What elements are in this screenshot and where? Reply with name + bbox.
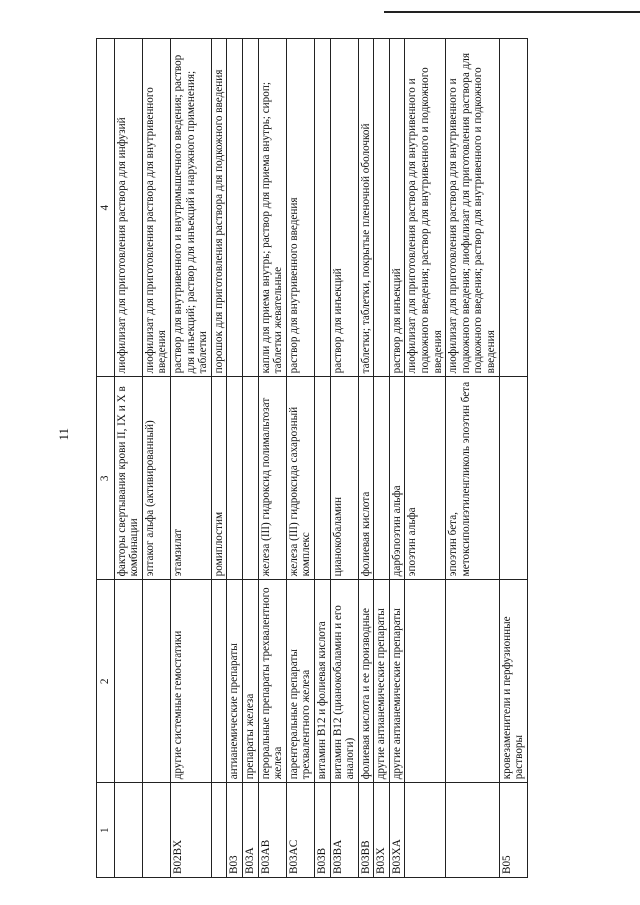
drug-name-cell: эптаког альфа (активированный) <box>142 377 170 580</box>
group-name-cell: кровезаменители и перфузионные растворы <box>499 580 527 783</box>
dosage-form-cell: капли для приема внутрь; раствор для приема внутрь; сироп; таблетки жевательные <box>258 39 286 377</box>
header-col-3: 3 <box>97 377 115 580</box>
dosage-form-cell <box>374 39 390 377</box>
table-row <box>499 39 527 878</box>
atc-code-cell <box>142 783 170 878</box>
group-name-cell: антианемические препараты <box>227 580 243 783</box>
page-number: 11 <box>56 428 71 441</box>
table-row <box>142 39 170 878</box>
drug-name-cell: этамзилат <box>170 377 211 580</box>
dosage-form-cell <box>314 39 330 377</box>
group-name-cell <box>114 580 142 783</box>
drug-table <box>96 38 528 878</box>
group-name-cell: другие системные гемостатики <box>170 580 211 783</box>
table-row <box>170 39 211 878</box>
dosage-form-cell: раствор для внутривенного и внутримышечного введения; раствор для инъекций; раствор для инъекций и наружного применения; таблетки <box>170 39 211 377</box>
header-col-2: 2 <box>97 580 115 783</box>
dosage-form-cell: раствор для инъекций <box>330 39 358 377</box>
table-row <box>286 39 314 878</box>
atc-code-cell <box>114 783 142 878</box>
table-row <box>258 39 286 878</box>
rotated-page <box>96 38 586 878</box>
table-row <box>389 39 405 878</box>
group-name-cell: витамин B12 (цианокобаламин и его аналоги) <box>330 580 358 783</box>
group-name-cell <box>405 580 446 783</box>
dosage-form-cell <box>242 39 258 377</box>
dosage-form-cell: порошок для приготовления раствора для подкожного введения <box>211 39 227 377</box>
top-rule <box>384 11 640 13</box>
table-row <box>227 39 243 878</box>
atc-code-cell: B02BX <box>170 783 211 878</box>
drug-name-cell <box>374 377 390 580</box>
group-name-cell: другие антианемические препараты <box>389 580 405 783</box>
group-name-cell: другие антианемические препараты <box>374 580 390 783</box>
atc-code-cell: B03 <box>227 783 243 878</box>
group-name-cell: препараты железа <box>242 580 258 783</box>
table-row <box>405 39 446 878</box>
atc-code-cell: B03BB <box>358 783 374 878</box>
atc-code-cell: B03XA <box>389 783 405 878</box>
group-name-cell <box>446 580 499 783</box>
table-body <box>114 39 527 878</box>
dosage-form-cell <box>499 39 527 377</box>
header-col-1: 1 <box>97 783 115 878</box>
atc-code-cell: B03B <box>314 783 330 878</box>
table-row <box>114 39 142 878</box>
drug-name-cell: фолиевая кислота <box>358 377 374 580</box>
table-row <box>446 39 499 878</box>
group-name-cell: пероральные препараты трехвалентного железа <box>258 580 286 783</box>
dosage-form-cell: раствор для инъекций <box>389 39 405 377</box>
header-col-4: 4 <box>97 39 115 377</box>
dosage-form-cell: лиофилизат для приготовления раствора для инфузий <box>114 39 142 377</box>
group-name-cell: витамин B12 и фолиевая кислота <box>314 580 330 783</box>
drug-name-cell: факторы свертывания крови II, IX и X в комбинации <box>114 377 142 580</box>
dosage-form-cell: лиофилизат для приготовления раствора для внутривенного и подкожного введения; лиофилизат для приготовления раствора для подкожного введения; раствор для внутривенного и подкожного введения <box>446 39 499 377</box>
atc-code-cell: B03A <box>242 783 258 878</box>
drug-name-cell <box>499 377 527 580</box>
group-name-cell: парентеральные препараты трехвалентного железа <box>286 580 314 783</box>
drug-name-cell: эпоэтин альфа <box>405 377 446 580</box>
atc-code-cell <box>405 783 446 878</box>
drug-name-cell: эпоэтин бета, метоксиполиэтиленгликоль эпоэтин бета <box>446 377 499 580</box>
drug-name-cell <box>227 377 243 580</box>
atc-code-cell: B03AC <box>286 783 314 878</box>
drug-name-cell: ромиплостим <box>211 377 227 580</box>
table-row <box>358 39 374 878</box>
drug-name-cell <box>242 377 258 580</box>
atc-code-cell: B03BA <box>330 783 358 878</box>
table-header-row <box>97 39 115 878</box>
drug-name-cell <box>314 377 330 580</box>
dosage-form-cell <box>227 39 243 377</box>
drug-name-cell: дарбэпоэтин альфа <box>389 377 405 580</box>
dosage-form-cell: лиофилизат для приготовления раствора для внутривенного введения <box>142 39 170 377</box>
atc-code-cell: B03X <box>374 783 390 878</box>
atc-code-cell: B03AB <box>258 783 286 878</box>
atc-code-cell <box>446 783 499 878</box>
drug-name-cell: железа (III) гидроксид полимальтозат <box>258 377 286 580</box>
table-row <box>242 39 258 878</box>
group-name-cell <box>211 580 227 783</box>
group-name-cell: фолиевая кислота и ее производные <box>358 580 374 783</box>
atc-code-cell <box>211 783 227 878</box>
group-name-cell <box>142 580 170 783</box>
drug-name-cell: железа (III) гидроксида сахарозный комплекс <box>286 377 314 580</box>
table-row <box>211 39 227 878</box>
dosage-form-cell: раствор для внутривенного введения <box>286 39 314 377</box>
atc-code-cell: B05 <box>499 783 527 878</box>
table-row <box>330 39 358 878</box>
dosage-form-cell: лиофилизат для приготовления раствора для внутривенного и подкожного введения; раствор для внутривенного и подкожного введения <box>405 39 446 377</box>
drug-name-cell: цианокобаламин <box>330 377 358 580</box>
dosage-form-cell: таблетки; таблетки, покрытые пленочной оболочкой <box>358 39 374 377</box>
table-row <box>314 39 330 878</box>
table-row <box>374 39 390 878</box>
